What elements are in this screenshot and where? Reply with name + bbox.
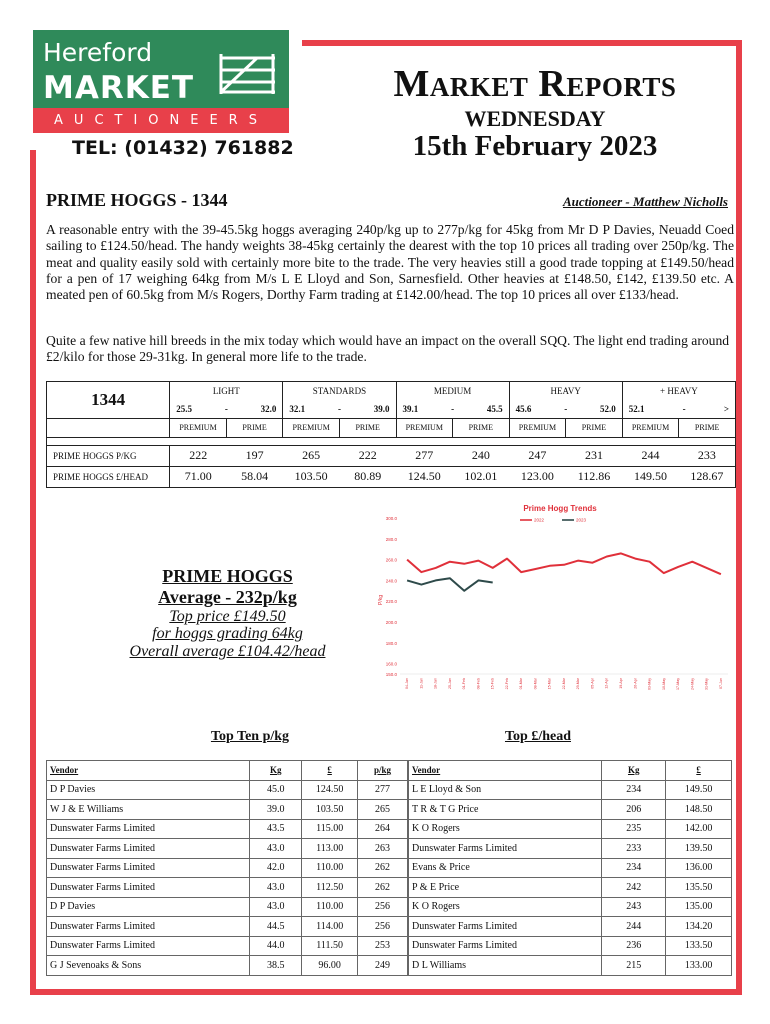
top-per-head-title: Top £/head: [504, 729, 571, 744]
table-cell: 135.00: [666, 897, 732, 917]
red-border-right: [736, 40, 742, 995]
table-cell: 38.5: [250, 956, 302, 976]
table-cell: 247: [509, 445, 566, 466]
table-cell: 262: [358, 878, 408, 898]
weight-class-table: [46, 381, 736, 488]
table-cell: 43.0: [250, 897, 302, 917]
table-cell: 197: [226, 445, 283, 466]
column-header: Vendor: [409, 761, 602, 781]
sub-label: PRIME: [226, 418, 283, 437]
weight-range: 25.5 - 32.0: [176, 404, 277, 414]
column-header: Vendor: [47, 761, 250, 781]
x-tick-label: 18-Jan: [433, 678, 438, 689]
vendor-cell: L E Lloyd & Son: [409, 780, 602, 800]
section-title: PRIME HOGGS - 1344: [46, 190, 228, 210]
red-border-top: [302, 40, 742, 46]
table-cell: 240: [453, 445, 510, 466]
group-plus-heavy: + HEAVY: [622, 382, 735, 401]
table-cell: 43.0: [250, 839, 302, 859]
y-tick-label: 280.0: [385, 536, 397, 542]
sub-label: PRIME: [339, 418, 396, 437]
table-row: [409, 780, 732, 800]
table-cell: 234: [602, 858, 666, 878]
row-label: PRIME HOGGS P/KG: [47, 445, 170, 466]
table-row: [47, 917, 408, 937]
column-header: Kg: [602, 761, 666, 781]
table-cell: 242: [602, 878, 666, 898]
x-tick-label: 19-Apr: [618, 678, 623, 689]
table-cell: 243: [602, 897, 666, 917]
table-cell: 277: [396, 445, 453, 466]
table-cell: 253: [358, 936, 408, 956]
table-cell: 110.00: [302, 897, 358, 917]
table-cell: 128.67: [679, 466, 736, 487]
table-cell: 133.00: [666, 956, 732, 976]
table-cell: 262: [358, 858, 408, 878]
vendor-cell: Dunswater Farms Limited: [409, 917, 602, 937]
table-cell: 236: [602, 936, 666, 956]
table-row: [409, 858, 732, 878]
weight-range: 39.1 - 45.5: [402, 404, 503, 414]
table-cell: 103.50: [302, 800, 358, 820]
table-row: [409, 897, 732, 917]
table-row: [409, 800, 732, 820]
table-cell: 263: [358, 839, 408, 859]
table-row: [409, 819, 732, 839]
x-tick-label: 01-Mar: [519, 678, 524, 690]
hereford-market-logo: [33, 30, 289, 133]
logo-green-panel: [33, 30, 289, 108]
column-header: £: [666, 761, 732, 781]
head-count: 1344: [47, 382, 170, 419]
vendor-cell: Dunswater Farms Limited: [409, 936, 602, 956]
x-tick-label: 12-Apr: [604, 678, 609, 689]
table-cell: 142.00: [666, 819, 732, 839]
column-header: Kg: [250, 761, 302, 781]
table-cell: 206: [602, 800, 666, 820]
vendor-cell: K O Rogers: [409, 897, 602, 917]
vendor-cell: Dunswater Farms Limited: [47, 917, 250, 937]
vendor-cell: Dunswater Farms Limited: [47, 858, 250, 878]
vendor-cell: Dunswater Farms Limited: [47, 819, 250, 839]
logo-auctioneers: AUCTIONEERS: [33, 108, 289, 133]
table-cell: 265: [358, 800, 408, 820]
sub-label: PRIME: [566, 418, 623, 437]
legend-label: 2022: [534, 517, 545, 523]
table-row: [47, 445, 736, 466]
table-cell: 148.50: [666, 800, 732, 820]
table-row: [409, 839, 732, 859]
group-light: LIGHT: [170, 382, 283, 401]
table-row: [47, 858, 408, 878]
group-heavy: HEAVY: [509, 382, 622, 401]
table-cell: 264: [358, 819, 408, 839]
table-cell: 233: [679, 445, 736, 466]
y-tick-label: 160.0: [385, 661, 397, 667]
table-row: [47, 800, 408, 820]
x-tick-label: 31-May: [704, 678, 709, 690]
logo-market: MARKET: [43, 70, 195, 106]
vendor-cell: Dunswater Farms Limited: [47, 878, 250, 898]
red-border-left: [30, 150, 36, 995]
table-cell: 45.0: [250, 780, 302, 800]
table-cell: 139.50: [666, 839, 732, 859]
summary-overall-average: Overall average £104.42/head: [129, 643, 326, 660]
vendor-cell: P & E Price: [409, 878, 602, 898]
table-cell: 111.50: [302, 936, 358, 956]
table-cell: 256: [358, 917, 408, 937]
column-header: p/kg: [358, 761, 408, 781]
sub-label: PREMIUM: [396, 418, 453, 437]
x-tick-label: 26-Apr: [633, 678, 638, 689]
sub-label: PREMIUM: [170, 418, 227, 437]
table-cell: 42.0: [250, 858, 302, 878]
top-ten-pkg-table: [46, 760, 408, 976]
weight-range: 45.6 - 52.0: [515, 404, 616, 414]
vendor-cell: D P Davies: [47, 780, 250, 800]
table-cell: 135.50: [666, 878, 732, 898]
table-row: [409, 956, 732, 976]
x-tick-label: 08-Mar: [533, 678, 538, 690]
table-cell: 124.50: [302, 780, 358, 800]
vendor-cell: K O Rogers: [409, 819, 602, 839]
series-line-2022: [407, 553, 721, 574]
table-cell: 149.50: [622, 466, 679, 487]
vendor-cell: G J Sevenoaks & Sons: [47, 956, 250, 976]
logo-hereford: Hereford: [43, 38, 153, 67]
prime-hogg-trends-chart: [370, 496, 735, 696]
table-row: [47, 819, 408, 839]
table-cell: 277: [358, 780, 408, 800]
y-axis-label: P/kg: [378, 594, 384, 606]
weight-range: 32.1 - 39.0: [289, 404, 390, 414]
page-title: Market Reports: [393, 63, 677, 105]
y-tick-label: 240.0: [385, 578, 397, 584]
y-tick-label: 260.0: [385, 557, 397, 563]
table-cell: 249: [358, 956, 408, 976]
table-cell: 44.0: [250, 936, 302, 956]
x-tick-label: 05-Apr: [590, 678, 595, 689]
table-cell: 215: [602, 956, 666, 976]
report-paragraph-1: A reasonable entry with the 39-45.5kg hoggs averaging 240p/kg up to 277p/kg for 45kg from Mr D P Davies, Neuadd Coed sailing to £124.50/head. The handy weights 38-45kg certainly the dearest with the top 10 prices all trading over 250p/kg. The meat and quality easily sold with certainly more bite to the trade. The very heavies still a good trade topping at £149.50/head for a pen of 17 weighing 64kg from M/s L E Lloyd and Son, Sarnesfield. Other heavies at £148.50, £142, £139.50 etc. A meated pen of 60.5kg from M/s Rogers, Dorthy Farm trading at £142.00/head. The top 10 prices all over £133/head.: [46, 222, 734, 303]
report-date: 15th February 2023: [412, 130, 658, 162]
x-tick-label: 15-Mar: [547, 678, 552, 690]
table-cell: 71.00: [170, 466, 227, 487]
column-header: £: [302, 761, 358, 781]
x-tick-label: 22-Mar: [561, 678, 566, 690]
table-cell: 43.5: [250, 819, 302, 839]
y-tick-label: 180.0: [385, 640, 397, 646]
sub-label: PREMIUM: [622, 418, 679, 437]
table-cell: 114.00: [302, 917, 358, 937]
x-tick-label: 17-May: [676, 678, 681, 690]
table-row: [47, 839, 408, 859]
report-weekday: WEDNESDAY: [464, 106, 606, 131]
y-tick-label: 220.0: [385, 599, 397, 605]
x-tick-label: 04-Jan: [405, 678, 410, 689]
gate-icon: [217, 50, 279, 98]
top-ten-pkg-title: Top Ten p/kg: [210, 729, 290, 744]
y-tick-label: 200.0: [385, 620, 397, 625]
table-cell: 96.00: [302, 956, 358, 976]
group-standards: STANDARDS: [283, 382, 396, 401]
vendor-cell: D P Davies: [47, 897, 250, 917]
table-row: [47, 936, 408, 956]
table-cell: 234: [602, 780, 666, 800]
table-cell: 113.00: [302, 839, 358, 859]
x-tick-label: 24-May: [690, 678, 695, 690]
table-cell: 103.50: [283, 466, 340, 487]
table-row: [47, 956, 408, 976]
top-per-head-table: [408, 760, 732, 976]
table-row: [47, 878, 408, 898]
table-cell: 134.20: [666, 917, 732, 937]
table-row: [409, 936, 732, 956]
vendor-cell: T R & T G Price: [409, 800, 602, 820]
table-cell: 44.5: [250, 917, 302, 937]
weight-range: 52.1 - >: [628, 404, 729, 414]
table-cell: 39.0: [250, 800, 302, 820]
table-cell: 222: [170, 445, 227, 466]
report-paragraph-2: Quite a few native hill breeds in the mix today which would have an impact on the overall SQQ. The light end trading around £2/kilo for those 29-31kg. In general more life to the trade.: [46, 333, 730, 365]
table-cell: 115.00: [302, 819, 358, 839]
table-row: [47, 466, 736, 487]
table-cell: 124.50: [396, 466, 453, 487]
x-tick-label: 25-Jan: [447, 678, 452, 689]
sub-label: PRIME: [679, 418, 736, 437]
table-row: [47, 897, 408, 917]
table-cell: 102.01: [453, 466, 510, 487]
summary-top-price: Top price £149.50: [169, 608, 286, 625]
series-line-2023: [407, 578, 493, 591]
vendor-cell: Dunswater Farms Limited: [409, 839, 602, 859]
table-cell: 244: [622, 445, 679, 466]
table-cell: 112.86: [566, 466, 623, 487]
x-tick-label: 11-Jan: [419, 678, 424, 689]
sub-label: PRIME: [453, 418, 510, 437]
y-tick-label: 150.0: [385, 672, 397, 677]
legend-label: 2023: [576, 517, 587, 523]
table-cell: 58.04: [226, 466, 283, 487]
table-row: [47, 780, 408, 800]
table-row: [409, 878, 732, 898]
sub-label: PREMIUM: [283, 418, 340, 437]
x-tick-label: 22-Feb: [504, 678, 509, 690]
table-cell: 222: [339, 445, 396, 466]
summary-top-price-weight: for hoggs grading 64kg: [152, 625, 303, 642]
table-cell: 133.50: [666, 936, 732, 956]
auctioneer-name: Auctioneer - Matthew Nicholls: [562, 194, 728, 209]
table-row: [409, 917, 732, 937]
vendor-cell: D L Williams: [409, 956, 602, 976]
row-label: PRIME HOGGS £/HEAD: [47, 466, 170, 487]
chart-title: Prime Hogg Trends: [523, 504, 597, 513]
vendor-cell: Evans & Price: [409, 858, 602, 878]
table-cell: 231: [566, 445, 623, 466]
table-cell: 149.50: [666, 780, 732, 800]
x-tick-label: 10-May: [661, 678, 666, 690]
table-cell: 123.00: [509, 466, 566, 487]
table-cell: 136.00: [666, 858, 732, 878]
summary-heading: PRIME HOGGS: [162, 566, 293, 586]
table-cell: 256: [358, 897, 408, 917]
vendor-cell: Dunswater Farms Limited: [47, 936, 250, 956]
x-tick-label: 07-Jun: [718, 678, 723, 689]
group-medium: MEDIUM: [396, 382, 509, 401]
red-border-bottom: [30, 989, 742, 995]
table-cell: 233: [602, 839, 666, 859]
x-tick-label: 08-Feb: [476, 678, 481, 690]
x-tick-label: 29-Mar: [576, 678, 581, 690]
telephone-number: TEL: (01432) 761882: [72, 137, 294, 159]
x-tick-label: 01-Feb: [462, 678, 467, 690]
y-tick-label: 300.0: [385, 516, 397, 521]
x-tick-label: 03-May: [647, 678, 652, 690]
vendor-cell: W J & E Williams: [47, 800, 250, 820]
table-cell: 43.0: [250, 878, 302, 898]
table-cell: 110.00: [302, 858, 358, 878]
table-cell: 244: [602, 917, 666, 937]
table-cell: 235: [602, 819, 666, 839]
table-cell: 112.50: [302, 878, 358, 898]
vendor-cell: Dunswater Farms Limited: [47, 839, 250, 859]
sub-label: PREMIUM: [509, 418, 566, 437]
x-tick-label: 15-Feb: [490, 678, 495, 690]
table-cell: 265: [283, 445, 340, 466]
table-cell: 80.89: [339, 466, 396, 487]
summary-average: Average - 232p/kg: [158, 587, 297, 607]
